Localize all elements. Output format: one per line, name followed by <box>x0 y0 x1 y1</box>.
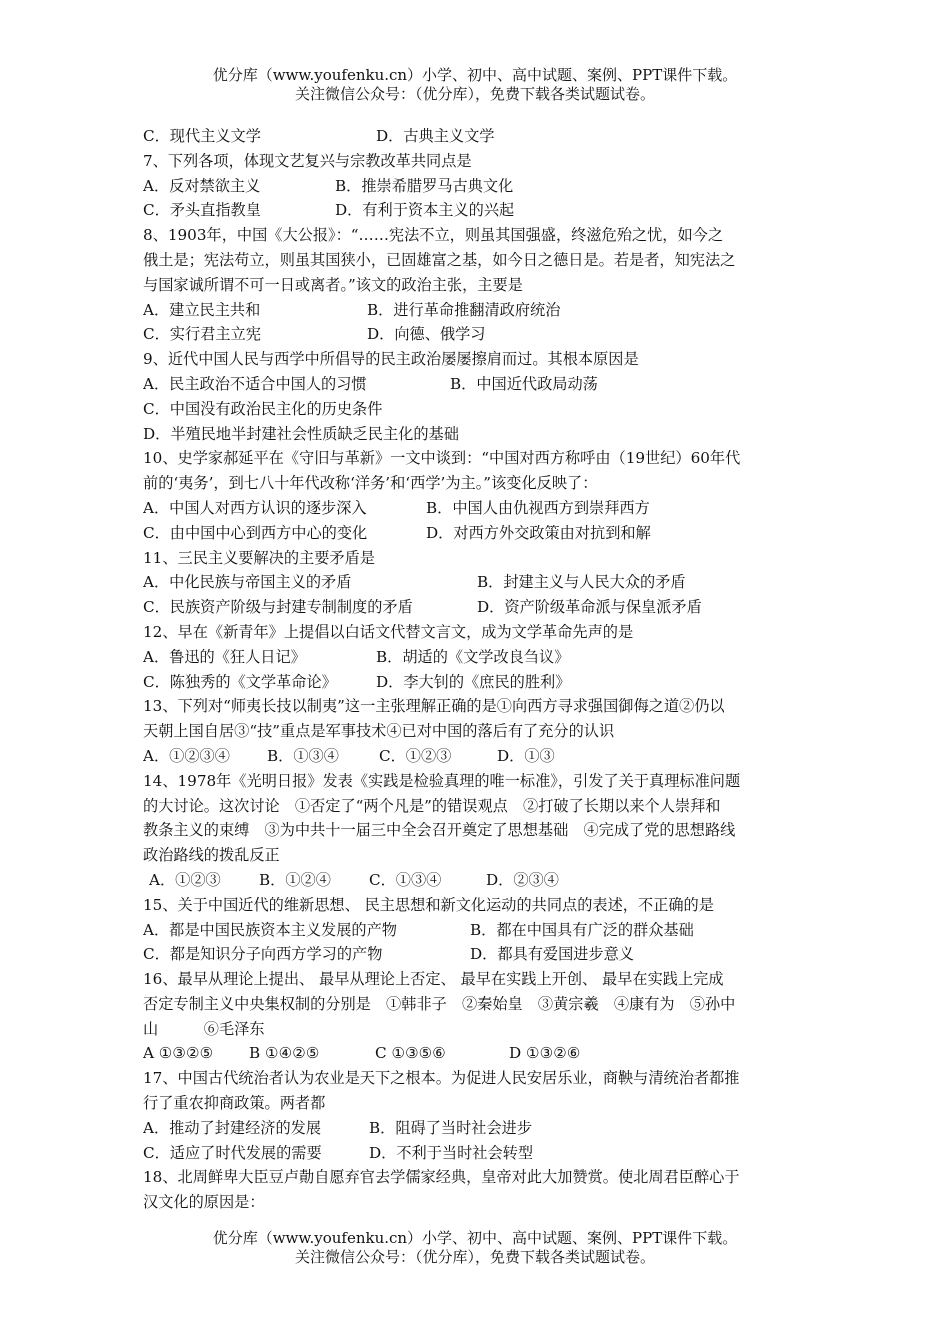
q9-option-c: C．中国没有政治民主化的历史条件 <box>143 399 383 418</box>
q7-options-cd <box>143 198 815 223</box>
question-8-line-2: 俄土是；宪法苟立，则虽其国狭小，已固雄富之基，如今日之德日是。若是者，知宪法之 <box>143 250 736 269</box>
header-line-2: 关注微信公众号：（优分库），免费下载各类试题试卷。 <box>294 85 655 103</box>
option-b: B．推崇希腊罗马古典文化 <box>335 176 514 195</box>
option-c: C．现代主义文学 <box>143 127 261 145</box>
page-header-banner <box>0 66 950 104</box>
q11-options-ab <box>143 570 815 595</box>
q10-options-cd <box>143 521 815 546</box>
option-c: C．矛头直指教皇 <box>143 201 261 220</box>
option-a: A．民主政治不适合中国人的习惯 <box>143 374 367 393</box>
exam-content <box>143 124 815 1215</box>
option-a: A．建立民主共和 <box>143 300 261 319</box>
option-d: D．②③④ <box>486 870 559 889</box>
q14-options <box>143 868 815 893</box>
question-14-line-3: 教条主义的束缚 ③为中共十一届三中全会召开奠定了思想基础 ④完成了党的思想路线 <box>143 821 736 840</box>
option-b: B．①②④ <box>259 870 331 889</box>
page-footer-banner <box>0 1229 950 1267</box>
question-8-line-1: 8、1903年，中国《大公报》：“……宪法不立，则虽其国强盛，终滋危殆之忧，如今之 <box>143 226 724 245</box>
question-14-line-4: 政治路线的拨乱反正 <box>143 846 280 865</box>
option-a: A．反对禁欲主义 <box>143 176 261 195</box>
q8-options-ab <box>143 298 815 323</box>
option-c: C．都是知识分子向西方学习的产物 <box>143 945 383 964</box>
option-c: C．由中国中心到西方中心的变化 <box>143 523 368 542</box>
question-9: 9、近代中国人民与西学中所倡导的民主政治屡屡擦肩而过。其根本原因是 <box>143 350 639 369</box>
option-d: D．向德、俄学习 <box>367 325 486 344</box>
question-17-line-2: 行了重农抑商政策。两者都 <box>143 1094 326 1113</box>
header-line-1: 优分库（www.youfenku.cn）小学、初中、高中试题、案例、PPT课件下载。 <box>212 66 738 84</box>
option-b: B．阻碍了当时社会进步 <box>369 1118 533 1137</box>
option-d: D．有利于资本主义的兴起 <box>335 201 515 220</box>
question-10-line-2: 前的‘夷务’，到七八十年代改称‘洋务’和‘西学’为主。”该变化反映了： <box>143 474 598 493</box>
question-16-line-2: 否定专制主义中央集权制的分别是 ①韩非子 ②秦始皇 ③黄宗羲 ④康有为 ⑤孙中 <box>143 994 736 1013</box>
question-17-line-1: 17、中国古代统治者认为农业是天下之根本。为促进人民安居乐业，商鞅与清统治者都推 <box>143 1069 740 1088</box>
q9-option-d: D．半殖民地半封建社会性质缺乏民主化的基础 <box>143 424 459 443</box>
question-12: 12、早在《新青年》上提倡以白话文代替文言文，成为文学革命先声的是 <box>143 622 634 641</box>
option-d: D．不利于当时社会转型 <box>369 1143 534 1162</box>
option-b: B．都在中国具有广泛的群众基础 <box>470 920 694 939</box>
option-b: B．①③④ <box>267 746 339 765</box>
option-b: B．封建主义与人民大众的矛盾 <box>477 573 686 592</box>
option-b: B．进行革命推翻清政府统治 <box>367 300 561 319</box>
option-a: A．都是中国民族资本主义发展的产物 <box>143 920 397 939</box>
question-8-line-3: 与国家诚所谓不可一日或离者。”该文的政治主张，主要是 <box>143 275 523 294</box>
question-14-line-1: 14、1978年《光明日报》发表《实践是检验真理的唯一标准》，引发了关于真理标准问题 <box>143 771 741 790</box>
q6-options-cd <box>143 124 815 149</box>
option-a: A．①②③ <box>149 870 221 889</box>
option-b: B．中国近代政局动荡 <box>450 374 598 393</box>
q11-options-cd <box>143 595 815 620</box>
q13-options <box>143 744 815 769</box>
q9-options-ab <box>143 372 815 397</box>
q17-options-cd <box>143 1141 815 1166</box>
option-c: C．适应了时代发展的需要 <box>143 1143 322 1162</box>
option-c: C．民族资产阶级与封建专制制度的矛盾 <box>143 598 413 617</box>
question-7: 7、下列各项，体现文艺复兴与宗教改革共同点是 <box>143 151 472 170</box>
footer-line-1: 优分库（www.youfenku.cn）小学、初中、高中试题、案例、PPT课件下载。 <box>212 1229 738 1247</box>
question-16-line-1: 16、最早从理论上提出、 最早从理论上否定、 最早在实践上开创、 最早在实践上完成 <box>143 970 724 989</box>
option-a: A ①③②⑤ <box>143 1044 214 1063</box>
option-a: A．①②③④ <box>143 746 230 765</box>
option-d: D．对西方外交政策由对抗到和解 <box>426 523 651 542</box>
question-11: 11、三民主义要解决的主要矛盾是 <box>143 548 375 567</box>
q15-options-ab <box>143 918 815 943</box>
option-b: B ①④②⑤ <box>249 1044 320 1063</box>
option-b: B．胡适的《文学改良刍议》 <box>376 647 570 666</box>
option-d: D．李大钊的《庶民的胜利》 <box>376 672 571 691</box>
option-a: A．中化民族与帝国主义的矛盾 <box>143 573 352 592</box>
option-c: C．①③④ <box>369 870 442 889</box>
q10-options-ab <box>143 496 815 521</box>
option-d: D．都具有爱国进步意义 <box>470 945 635 964</box>
question-18-line-1: 18、北周鲜卑大臣豆卢勣自愿弃官去学儒家经典，皇帝对此大加赞赏。使北周君臣醉心于 <box>143 1168 740 1187</box>
option-d: D．古典主义文学 <box>376 127 495 145</box>
q17-options-ab <box>143 1116 815 1141</box>
q16-options <box>143 1041 815 1066</box>
option-d: D．①③ <box>497 746 555 765</box>
option-c: C．①②③ <box>379 746 452 765</box>
q7-options-ab <box>143 174 815 199</box>
footer-line-2: 关注微信公众号：（优分库），免费下载各类试题试卷。 <box>294 1248 655 1266</box>
option-c: C．陈独秀的《文学革命论》 <box>143 672 337 691</box>
question-15: 15、关于中国近代的维新思想、 民主思想和新文化运动的共同点的表述，不正确的是 <box>143 895 714 914</box>
option-d: D．资产阶级革命派与保皇派矛盾 <box>477 598 702 617</box>
option-a: A．中国人对西方认识的逐步深入 <box>143 498 367 517</box>
question-13-line-2: 天朝上国自居③“技”重点是军事技术④已对中国的落后有了充分的认识 <box>143 722 615 741</box>
question-16-line-3: 山 ⑥毛泽东 <box>143 1019 265 1038</box>
question-13-line-1: 13、下列对“师夷长技以制夷”这一主张理解正确的是①向西方寻求强国御侮之道②仍以 <box>143 697 725 716</box>
question-14-line-2: 的大讨论。这次讨论 ①否定了“两个凡是”的错误观点 ②打破了长期以来个人崇拜和 <box>143 796 721 815</box>
question-18-line-2: 汉文化的原因是： <box>143 1193 265 1212</box>
option-c: C ①③⑤⑥ <box>375 1044 446 1063</box>
question-10-line-1: 10、史学家郝延平在《守旧与革新》一文中谈到：“中国对西方称呼由（19世纪）60年代 <box>143 449 741 468</box>
option-a: A．鲁迅的《狂人日记》 <box>143 647 306 666</box>
option-a: A．推动了封建经济的发展 <box>143 1118 322 1137</box>
q15-options-cd <box>143 942 815 967</box>
q12-options-cd <box>143 670 815 695</box>
option-c: C．实行君主立宪 <box>143 325 261 344</box>
option-b: B．中国人由仇视西方到崇拜西方 <box>426 498 650 517</box>
q12-options-ab <box>143 645 815 670</box>
q8-options-cd <box>143 322 815 347</box>
option-d: D ①③②⑥ <box>509 1044 581 1063</box>
